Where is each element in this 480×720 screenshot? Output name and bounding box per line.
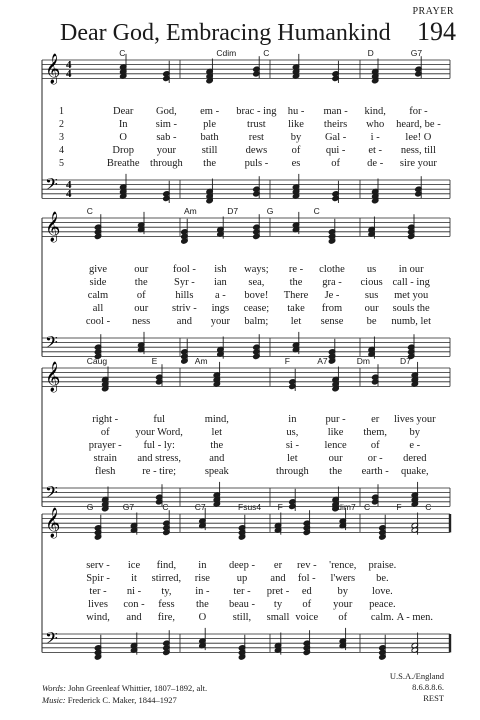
lyric-syllable: Syr -: [174, 277, 195, 288]
lyric-syllable: beau -: [229, 599, 255, 610]
lyric-syllable: flesh: [94, 466, 116, 477]
time-signature: 4: [66, 68, 72, 81]
lyric-syllable: and: [209, 453, 225, 464]
lyric-syllable: pur -: [325, 414, 346, 425]
time-signature: 4: [66, 179, 72, 191]
chord-symbol: Am: [184, 206, 197, 216]
lyric-syllable: earth -: [361, 466, 389, 477]
treble-note-chord: [292, 54, 299, 79]
lyric-syllable: em -: [200, 106, 220, 117]
lyric-syllable: er: [273, 560, 283, 571]
lyric-syllable: our: [364, 303, 379, 314]
lyric-syllable: fool -: [172, 264, 196, 275]
lyric-syllable: strain: [93, 453, 117, 464]
chord-symbol: E: [151, 356, 158, 366]
lyric-syllable: rest: [248, 132, 264, 143]
lyric-syllable: i -: [370, 132, 380, 143]
bass-note-chord: [253, 176, 260, 198]
lyric-syllable: l'wers: [330, 573, 356, 584]
chord-symbol: C: [162, 502, 169, 512]
lyric-syllable: bath: [200, 132, 219, 143]
chord-symbol: Bdim7: [331, 502, 356, 512]
chord-symbol: D7: [227, 206, 239, 216]
verse-number: 2: [59, 119, 64, 130]
lyric-syllable: heard, be -: [396, 119, 441, 130]
lyric-syllable: prayer -: [88, 440, 122, 451]
lyric-syllable: ful: [153, 414, 166, 425]
lyric-syllable: like: [327, 427, 344, 438]
lyric-syllable: numb, let: [391, 316, 432, 327]
lyric-syllable: de -: [367, 158, 384, 169]
lyric-syllable: by: [290, 132, 302, 143]
treble-clef-icon: 𝄞: [45, 508, 61, 538]
lyric-syllable: find,: [156, 560, 177, 571]
lyric-syllable: There: [283, 290, 309, 301]
lyric-syllable: your: [210, 316, 231, 327]
treble-note-chord: [163, 61, 170, 83]
lyric-syllable: our: [134, 264, 149, 275]
lyric-syllable: theirs: [323, 119, 348, 130]
lyric-syllable: mind,: [204, 414, 229, 425]
lyric-syllable: puls -: [244, 158, 269, 169]
lyric-syllable: it: [131, 573, 137, 584]
lyric-syllable: fire,: [157, 612, 175, 623]
lyric-syllable: the: [195, 599, 209, 610]
lyric-syllable: souls the: [392, 303, 430, 314]
lyric-syllable: man -: [323, 106, 348, 117]
chord-symbol: F: [277, 502, 283, 512]
treble-note-chord: [253, 56, 260, 78]
bass-clef-icon: 𝄢: [45, 628, 58, 652]
lyric-syllable: cious: [360, 277, 383, 288]
lyric-syllable: still,: [232, 612, 252, 623]
lyric-syllable: Drop: [112, 145, 134, 156]
lyric-syllable: let: [211, 427, 223, 438]
hymn-number: 194: [417, 17, 456, 46]
lyric-syllable: in -: [195, 586, 210, 597]
music-credit-text: Frederick C. Maker, 1844–1927: [67, 695, 177, 705]
lyric-syllable: and: [126, 612, 142, 623]
lyric-syllable: through: [276, 466, 309, 477]
lyric-syllable: and stress,: [137, 453, 182, 464]
hymn-title: Dear God, Embracing Humankind: [60, 20, 391, 46]
chord-symbol: C: [263, 48, 270, 58]
lyric-syllable: the: [134, 277, 148, 288]
lyric-syllable: ni -: [126, 586, 142, 597]
lyric-syllable: ian: [213, 277, 227, 288]
lyric-syllable: of: [338, 612, 348, 623]
lyric-syllable: gra -: [322, 277, 342, 288]
treble-clef-icon: 𝄞: [45, 362, 61, 392]
bass-clef-icon: 𝄢: [45, 482, 58, 506]
lyric-syllable: dered: [403, 453, 427, 464]
treble-note-chord: [289, 369, 296, 391]
lyric-syllable: calm: [87, 290, 109, 301]
lyric-syllable: ish: [214, 264, 227, 275]
lyric-syllable: stirred,: [151, 573, 182, 584]
music-credit: [42, 695, 177, 705]
lyric-syllable: like: [288, 119, 304, 130]
chord-symbol: D: [367, 48, 374, 58]
music-system: [0, 55, 480, 205]
bass-note-chord: [213, 482, 220, 507]
chord-symbol: G: [86, 502, 94, 512]
lyric-syllable: Gal -: [324, 132, 347, 143]
bass-clef-icon: 𝄢: [45, 174, 58, 198]
lyric-syllable: sea,: [248, 277, 265, 288]
lyric-syllable: still: [201, 145, 218, 156]
lyric-syllable: et -: [368, 145, 383, 156]
lyric-syllable: in our: [398, 264, 424, 275]
time-signature: 4: [66, 59, 72, 71]
lyric-syllable: Je -: [324, 290, 340, 301]
lyric-syllable: rise: [194, 573, 210, 584]
bass-note-chord: [372, 484, 379, 506]
lyric-syllable: up: [236, 573, 248, 584]
verse-number: 5: [59, 158, 64, 169]
treble-staff: [42, 218, 450, 236]
lyric-syllable: calm.: [370, 612, 394, 623]
bass-staff: [42, 634, 450, 652]
lyric-syllable: ice: [127, 560, 141, 571]
lyric-syllable: es: [291, 158, 301, 169]
lyric-syllable: in: [288, 414, 297, 425]
treble-note-chord: [372, 364, 379, 386]
chord-symbol: G7: [410, 48, 423, 58]
lyric-syllable: cease;: [243, 303, 270, 314]
lyric-syllable: O: [198, 612, 207, 623]
lyric-syllable: side: [89, 277, 107, 288]
lyric-syllable: ful - ly:: [143, 440, 175, 451]
lyric-syllable: trust: [247, 119, 266, 130]
lyric-syllable: of: [370, 440, 380, 451]
lyric-syllable: by: [337, 586, 349, 597]
lyric-syllable: them,: [363, 427, 387, 438]
chord-symbol: D7: [400, 356, 411, 366]
lyric-syllable: striv -: [171, 303, 197, 314]
lyric-syllable: lence: [324, 440, 347, 451]
bass-note-chord: [289, 489, 296, 511]
chord-symbol: Am: [194, 356, 208, 366]
lyric-syllable: fol -: [297, 573, 316, 584]
lyric-syllable: bove!: [244, 290, 269, 301]
lyric-syllable: take: [287, 303, 305, 314]
lyric-syllable: Breathe: [106, 158, 140, 169]
lyric-syllable: sire your: [399, 158, 437, 169]
lyric-syllable: of: [291, 145, 301, 156]
lyric-syllable: and: [176, 316, 192, 327]
lyric-syllable: lives your: [393, 414, 436, 425]
lyric-syllable: brac - ing: [236, 106, 277, 117]
treble-note-chord: [368, 217, 375, 239]
bass-note-chord: [415, 176, 422, 198]
lyric-syllable: pret -: [266, 586, 290, 597]
lyric-syllable: of: [100, 427, 110, 438]
lyric-syllable: hu -: [287, 106, 305, 117]
lyric-syllable: con -: [123, 599, 145, 610]
time-signature: 4: [66, 188, 72, 201]
lyric-syllable: ness: [132, 316, 151, 327]
lyric-syllable: kind,: [364, 106, 386, 117]
lyric-syllable: through: [150, 158, 183, 169]
lyric-syllable: the: [289, 277, 303, 288]
bass-staff: [42, 180, 450, 201]
lyric-syllable: ed: [301, 586, 312, 597]
treble-note-chord: [102, 367, 109, 392]
music-system: [0, 213, 480, 363]
lyric-syllable: of: [302, 599, 312, 610]
lyric-syllable: a -: [214, 290, 226, 301]
lyric-syllable: let: [290, 316, 302, 327]
bass-note-chord: [372, 179, 379, 204]
lyric-syllable: rev -: [297, 560, 317, 571]
treble-note-chord: [156, 364, 163, 386]
lyric-syllable: dews: [245, 145, 268, 156]
lyric-syllable: sus: [364, 290, 379, 301]
tune-name: REST: [423, 693, 444, 703]
lyric-syllable: qui -: [325, 145, 346, 156]
lyric-syllable: in: [198, 560, 207, 571]
tune-origin: U.S.A./England: [389, 671, 444, 681]
lyric-syllable: call - ing: [392, 277, 430, 288]
lyric-syllable: wind,: [86, 612, 110, 623]
lyric-syllable: ness, till: [400, 145, 436, 156]
lyric-syllable: si -: [285, 440, 299, 451]
lyric-syllable: God,: [156, 106, 177, 117]
chord-symbol: F: [396, 502, 402, 512]
lyric-syllable: your Word,: [135, 427, 183, 438]
lyric-syllable: quake,: [400, 466, 429, 477]
lyric-syllable: for -: [409, 106, 428, 117]
lyric-syllable: Spir -: [86, 573, 110, 584]
bass-note-chord: [217, 337, 224, 359]
lyric-syllable: cool -: [85, 316, 111, 327]
lyric-syllable: voice: [295, 612, 319, 623]
bass-staff: [42, 338, 450, 356]
treble-note-chord: [372, 59, 379, 84]
lyric-syllable: of: [331, 158, 340, 169]
lyric-syllable: of: [136, 290, 146, 301]
chord-symbol: Dm: [356, 356, 371, 366]
lyric-syllable: er: [371, 414, 380, 425]
chord-symbol: C: [86, 206, 93, 216]
lyric-syllable: clothe: [319, 264, 345, 275]
chord-symbol: F: [284, 356, 290, 366]
lyric-syllable: ty: [273, 599, 283, 610]
treble-note-chord: [415, 56, 422, 78]
lyric-syllable: the: [203, 158, 217, 169]
tune-meter: 8.6.8.8.6.: [412, 682, 444, 692]
lyric-syllable: your: [333, 599, 353, 610]
verse-number: 1: [59, 106, 64, 117]
lyric-syllable: the: [329, 466, 343, 477]
lyric-syllable: A - men.: [396, 612, 434, 623]
treble-staff: [42, 60, 450, 81]
treble-note-chord: [206, 59, 213, 84]
lyric-syllable: 'rence,: [329, 560, 357, 571]
lyric-syllable: sense: [320, 316, 344, 327]
lyric-syllable: small: [266, 612, 290, 623]
lyric-syllable: from: [321, 303, 343, 314]
treble-note-chord: [217, 217, 224, 239]
chord-symbol: C: [364, 502, 371, 512]
bass-note-chord: [411, 482, 418, 507]
lyric-syllable: speak: [204, 466, 229, 477]
lyric-syllable: ter -: [89, 586, 107, 597]
chord-symbol: Cdim: [216, 48, 237, 58]
chord-symbol: G7: [122, 502, 135, 512]
lyric-syllable: us: [366, 264, 377, 275]
lyric-syllable: our: [328, 453, 343, 464]
lyric-syllable: e -: [409, 440, 421, 451]
lyric-syllable: ple: [203, 119, 217, 130]
bass-note-chord: [292, 174, 299, 199]
lyric-syllable: sim -: [155, 119, 178, 130]
lyric-syllable: by: [409, 427, 421, 438]
bass-note-chord: [332, 181, 339, 203]
chord-symbol: A7: [317, 356, 328, 366]
verse-number: 3: [59, 132, 64, 143]
words-credit-text: John Greenleaf Whittier, 1807–1892, alt.: [68, 683, 208, 693]
lyric-syllable: your: [156, 145, 177, 156]
bass-note-chord: [120, 174, 127, 199]
words-credit: [42, 683, 207, 693]
verse-number: 4: [59, 145, 64, 156]
lyric-syllable: lee! O: [405, 132, 432, 143]
lyric-syllable: let: [287, 453, 298, 464]
treble-clef-icon: 𝄞: [45, 54, 61, 84]
chord-symbol: Caug: [86, 356, 108, 366]
lyric-syllable: or -: [367, 453, 383, 464]
chord-symbol: G: [266, 206, 274, 216]
lyric-syllable: love.: [372, 586, 393, 597]
chord-symbol: C: [313, 206, 320, 216]
lyric-syllable: right -: [92, 414, 119, 425]
lyric-syllable: praise.: [368, 560, 397, 571]
lyric-syllable: balm;: [244, 316, 269, 327]
lyric-syllable: ings: [211, 303, 230, 314]
bass-note-chord: [163, 181, 170, 203]
treble-note-chord: [332, 61, 339, 83]
lyric-syllable: re - tire;: [142, 466, 177, 477]
lyric-syllable: re -: [288, 264, 304, 275]
music-system: [0, 509, 480, 659]
hymn-category: PRAYER: [412, 6, 454, 17]
lyric-syllable: ways;: [244, 264, 269, 275]
chord-symbol: C: [119, 48, 126, 58]
chord-symbol: Fsus4: [238, 502, 262, 512]
lyric-syllable: peace.: [369, 599, 396, 610]
lyric-syllable: give: [88, 264, 108, 275]
chord-symbol: C7: [194, 502, 206, 512]
lyric-syllable: the: [210, 440, 224, 451]
lyric-syllable: met you: [394, 290, 429, 301]
lyric-syllable: be.: [376, 573, 389, 584]
treble-note-chord: [332, 367, 339, 392]
lyric-syllable: our: [134, 303, 149, 314]
lyric-syllable: be: [366, 316, 377, 327]
treble-note-chord: [411, 362, 418, 387]
treble-staff: [42, 514, 450, 532]
bass-note-chord: [206, 179, 213, 204]
lyric-syllable: serv -: [86, 560, 110, 571]
lyric-syllable: hills: [175, 290, 194, 301]
treble-clef-icon: 𝄞: [45, 212, 61, 242]
lyric-syllable: lives: [88, 599, 108, 610]
lyric-syllable: fess: [158, 599, 175, 610]
treble-note-chord: [213, 362, 220, 387]
lyric-syllable: O: [119, 132, 127, 143]
lyric-syllable: all: [92, 303, 104, 314]
lyric-syllable: deep -: [229, 560, 255, 571]
lyric-syllable: who: [366, 119, 385, 130]
lyric-syllable: ter -: [233, 586, 251, 597]
music-credit-label: Music:: [42, 695, 66, 705]
lyric-syllable: In: [118, 119, 128, 130]
lyric-syllable: Dear: [112, 106, 134, 117]
music-system: [0, 363, 480, 513]
lyric-syllable: ty,: [161, 586, 172, 597]
lyric-syllable: and: [270, 573, 286, 584]
words-credit-label: Words:: [42, 683, 66, 693]
lyric-syllable: us,: [286, 427, 299, 438]
lyric-syllable: sab -: [156, 132, 177, 143]
chord-symbol: C: [425, 502, 432, 512]
bass-clef-icon: 𝄢: [45, 332, 58, 356]
